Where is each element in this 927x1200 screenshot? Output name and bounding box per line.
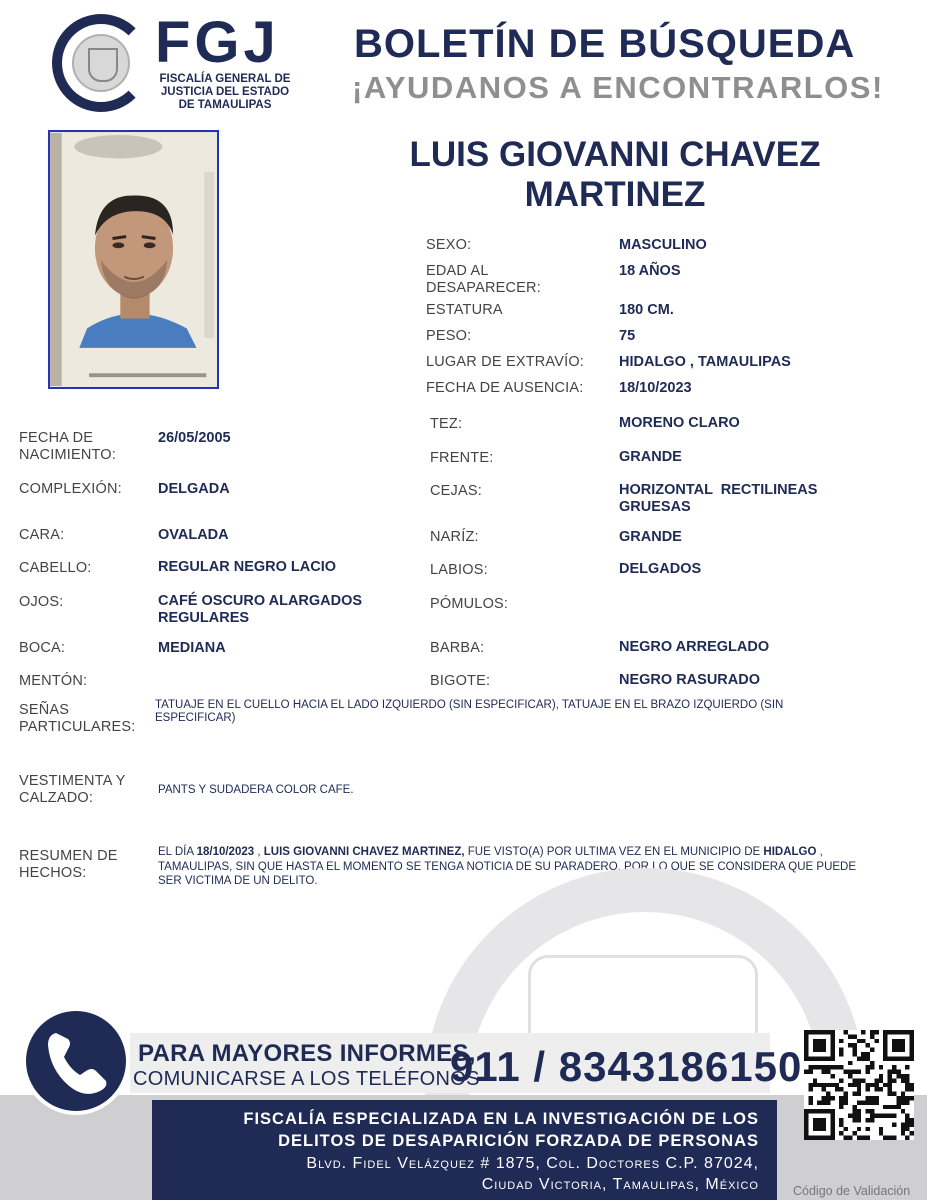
cejas-label: CEJAS:	[430, 483, 482, 499]
cabello-value: REGULAR NEGRO LACIO	[158, 559, 337, 575]
footer-line1: FISCALÍA ESPECIALIZADA EN LA INVESTIGACIÓN DE LOS	[243, 1110, 759, 1128]
resumen-place: HIDALGO	[763, 846, 817, 858]
contact-line1: PARA MAYORES INFORMES,	[138, 1040, 476, 1067]
ojos-label: OJOS:	[19, 594, 64, 610]
nariz-label: NARÍZ:	[430, 529, 479, 545]
peso-label: PESO:	[426, 328, 472, 344]
estatura-value: 180 CM.	[619, 302, 674, 318]
resumen-text-4: , TAMAULIPAS, SIN QUE HASTA EL MOMENTO SE TENGA NOTICIA DE SU PARADERO, POR LO QUE SE CONSIDERA QUE PUEDE SER VICTIMA DE UN DELITO.	[158, 846, 857, 887]
resumen-text-1: EL DÍA	[158, 846, 197, 858]
bigote-value: NEGRO RASURADO	[619, 672, 760, 688]
edad-label: EDAD AL DESAPARECER:	[426, 263, 541, 296]
labios-value: DELGADOS	[619, 561, 702, 577]
pomulos-label: PÓMULOS:	[430, 596, 509, 612]
person-name	[360, 135, 870, 215]
resumen-name: LUIS GIOVANNI CHAVEZ MARTINEZ,	[263, 846, 465, 858]
peso-value: 75	[619, 328, 636, 344]
lugar-label: LUGAR DE EXTRAVÍO:	[426, 354, 585, 370]
person-photo	[48, 130, 219, 389]
sexo-value: MASCULINO	[619, 237, 707, 253]
contact-phones: 911 / 8343186150	[450, 1043, 803, 1090]
page-subtitle: ¡AYUDANOS A ENCONTRARLOS!	[352, 70, 884, 105]
footer-line3: Blvd. Fidel Velázquez # 1875, Col. Doctores C.P. 87024,	[306, 1155, 759, 1172]
page-title: BOLETÍN DE BÚSQUEDA	[354, 22, 856, 66]
boca-value: MEDIANA	[158, 640, 226, 656]
resumen-text-3: FUE VISTO(A) POR ULTIMA VEZ EN EL MUNICIPIO DE	[464, 846, 764, 858]
logo-text: FGJ	[155, 10, 280, 75]
tez-label: TEZ:	[430, 416, 463, 432]
boca-label: BOCA:	[19, 640, 66, 656]
person-name-line1: LUIS GIOVANNI CHAVEZ	[409, 135, 821, 174]
menton-label: MENTÓN:	[19, 673, 88, 689]
frente-value: GRANDE	[619, 449, 682, 465]
state-seal-icon	[72, 34, 130, 92]
fecha-ausencia-label: FECHA DE AUSENCIA:	[426, 380, 584, 396]
logo-subtitle: FISCALÍA GENERAL DE JUSTICIA DEL ESTADO DE TAMAULIPAS	[159, 73, 291, 111]
fecha-ausencia-value: 18/10/2023	[619, 380, 692, 396]
vestimenta-value: PANTS Y SUDADERA COLOR CAFE.	[158, 784, 354, 796]
cara-value: OVALADA	[158, 527, 229, 543]
sexo-label: SEXO:	[426, 237, 472, 253]
senas-value: TATUAJE EN EL CUELLO HACIA EL LADO IZQUIERDO (SIN ESPECIFICAR), TATUAJE EN EL BRAZO IZQUIERDO (SIN ESPECIFICAR)	[155, 699, 784, 724]
estatura-label: ESTATURA	[426, 302, 503, 318]
person-name-line2: MARTINEZ	[524, 175, 706, 214]
barba-label: BARBA:	[430, 640, 485, 656]
resumen-text-2: ,	[254, 846, 264, 858]
lugar-value: HIDALGO , TAMAULIPAS	[619, 354, 791, 370]
qr-code-icon[interactable]	[804, 1030, 914, 1140]
frente-label: FRENTE:	[430, 450, 494, 466]
cabello-label: CABELLO:	[19, 560, 92, 576]
qr-caption: Código de Validación	[793, 1184, 911, 1198]
barba-value: NEGRO ARREGLADO	[619, 639, 770, 655]
contact-line2: COMUNICARSE A LOS TELÉFONOS	[133, 1068, 480, 1090]
footer-line4: Ciudad Victoria, Tamaulipas, México	[481, 1176, 759, 1193]
resumen-value	[158, 845, 868, 889]
vestimenta-label: VESTIMENTA Y CALZADO:	[19, 773, 126, 806]
edad-value: 18 AÑOS	[619, 263, 681, 279]
cara-label: CARA:	[19, 527, 65, 543]
phone-icon	[22, 1007, 130, 1115]
complexion-value: DELGADA	[158, 481, 230, 497]
tez-value: MORENO CLARO	[619, 415, 740, 431]
nariz-value: GRANDE	[619, 529, 682, 545]
cejas-value: HORIZONTAL RECTILINEAS GRUESAS	[619, 482, 822, 515]
fecha-nacimiento-label: FECHA DE NACIMIENTO:	[19, 430, 116, 463]
senas-label: SEÑAS PARTICULARES:	[19, 702, 136, 735]
fecha-nacimiento-value: 26/05/2005	[158, 430, 231, 446]
bigote-label: BIGOTE:	[430, 673, 491, 689]
resumen-date: 18/10/2023	[196, 846, 255, 858]
footer-line2: DELITOS DE DESAPARICIÓN FORZADA DE PERSONAS	[278, 1132, 759, 1150]
complexion-label: COMPLEXIÓN:	[19, 481, 122, 497]
labios-label: LABIOS:	[430, 562, 488, 578]
resumen-label: RESUMEN DE HECHOS:	[19, 848, 118, 881]
ojos-value: CAFÉ OSCURO ALARGADOS REGULARES	[158, 593, 363, 626]
